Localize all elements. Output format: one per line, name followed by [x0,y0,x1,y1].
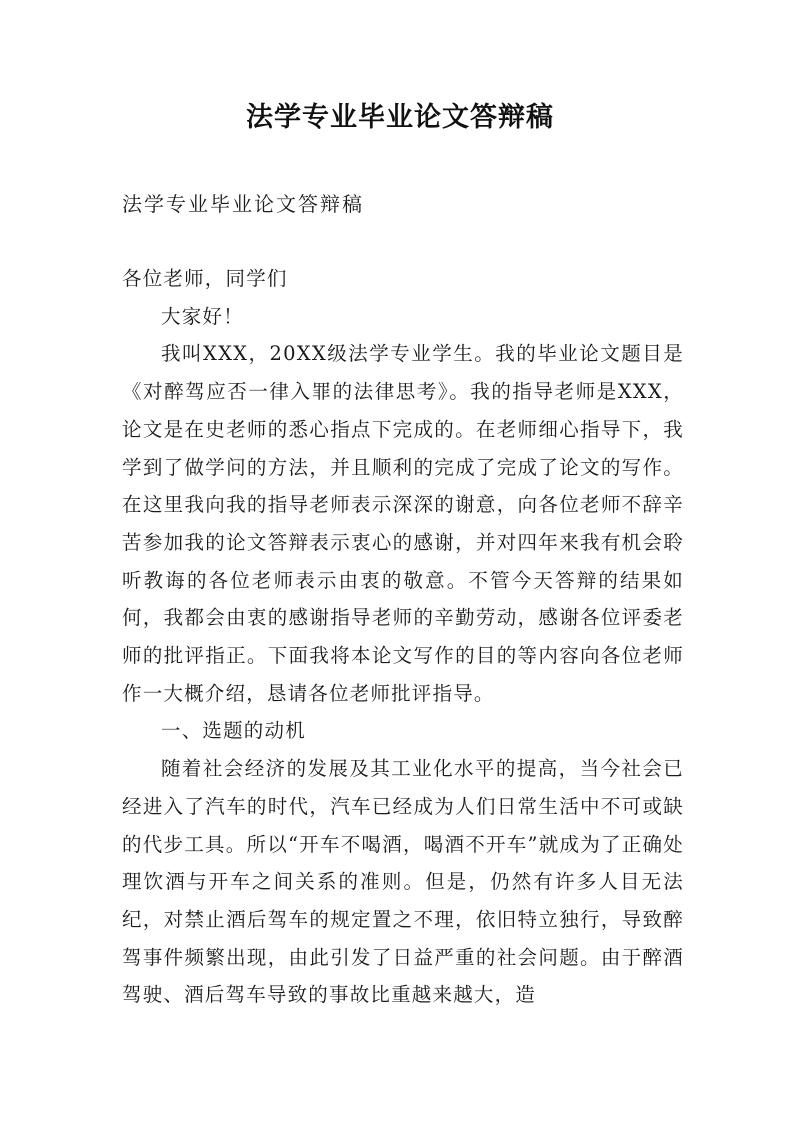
document-subtitle: 法学专业毕业论文答辩稿 [122,192,364,216]
document-body [122,260,684,1014]
salutation: 各位老师，同学们 [122,267,288,290]
section-heading-topic-motivation: 一、选题的动机 [161,719,306,743]
greeting-paragraph: 大家好！ [161,304,244,328]
introduction-paragraph: 我叫XXX，20XX级法学专业学生。我的毕业论文题目是《对醉驾应否一律入罪的法律思考》。我的指导老师是XXX，论文是在史老师的悉心指点下完成的。在老师细心指导下，我学到了做学问的方法，并且顺利的完成了完成了论文的写作。在这里我向我的指导老师表示深深的谢意，向各位老师不辞辛苦参加我的论文答辩表示衷心的感谢，并对四年来我有机会聆听教诲的各位老师表示由衷的敬意。不管今天答辩的结果如何，我都会由衷的感谢指导老师的辛勤劳动，感谢各位评委老师的批评指正。下面我将本论文写作的目的等内容向各位老师作一大概介绍，恳请各位老师批评指导。 [122,342,684,705]
document-title: 法学专业毕业论文答辩稿 [246,102,554,133]
topic-motivation-paragraph: 随着社会经济的发展及其工业化水平的提高，当今社会已经进入了汽车的时代，汽车已经成为人们日常生活中不可或缺的代步工具。所以“开车不喝酒，喝酒不开车”就成为了正确处理饮酒与开车之间关系的准则。但是，仍然有许多人目无法纪，对禁止酒后驾车的规定置之不理，依旧特立独行，导致醉驾事件频繁出现，由此引发了日益严重的社会问题。由于醉酒驾驶、酒后驾车导致的事故比重越来越大，造 [122,757,684,1007]
